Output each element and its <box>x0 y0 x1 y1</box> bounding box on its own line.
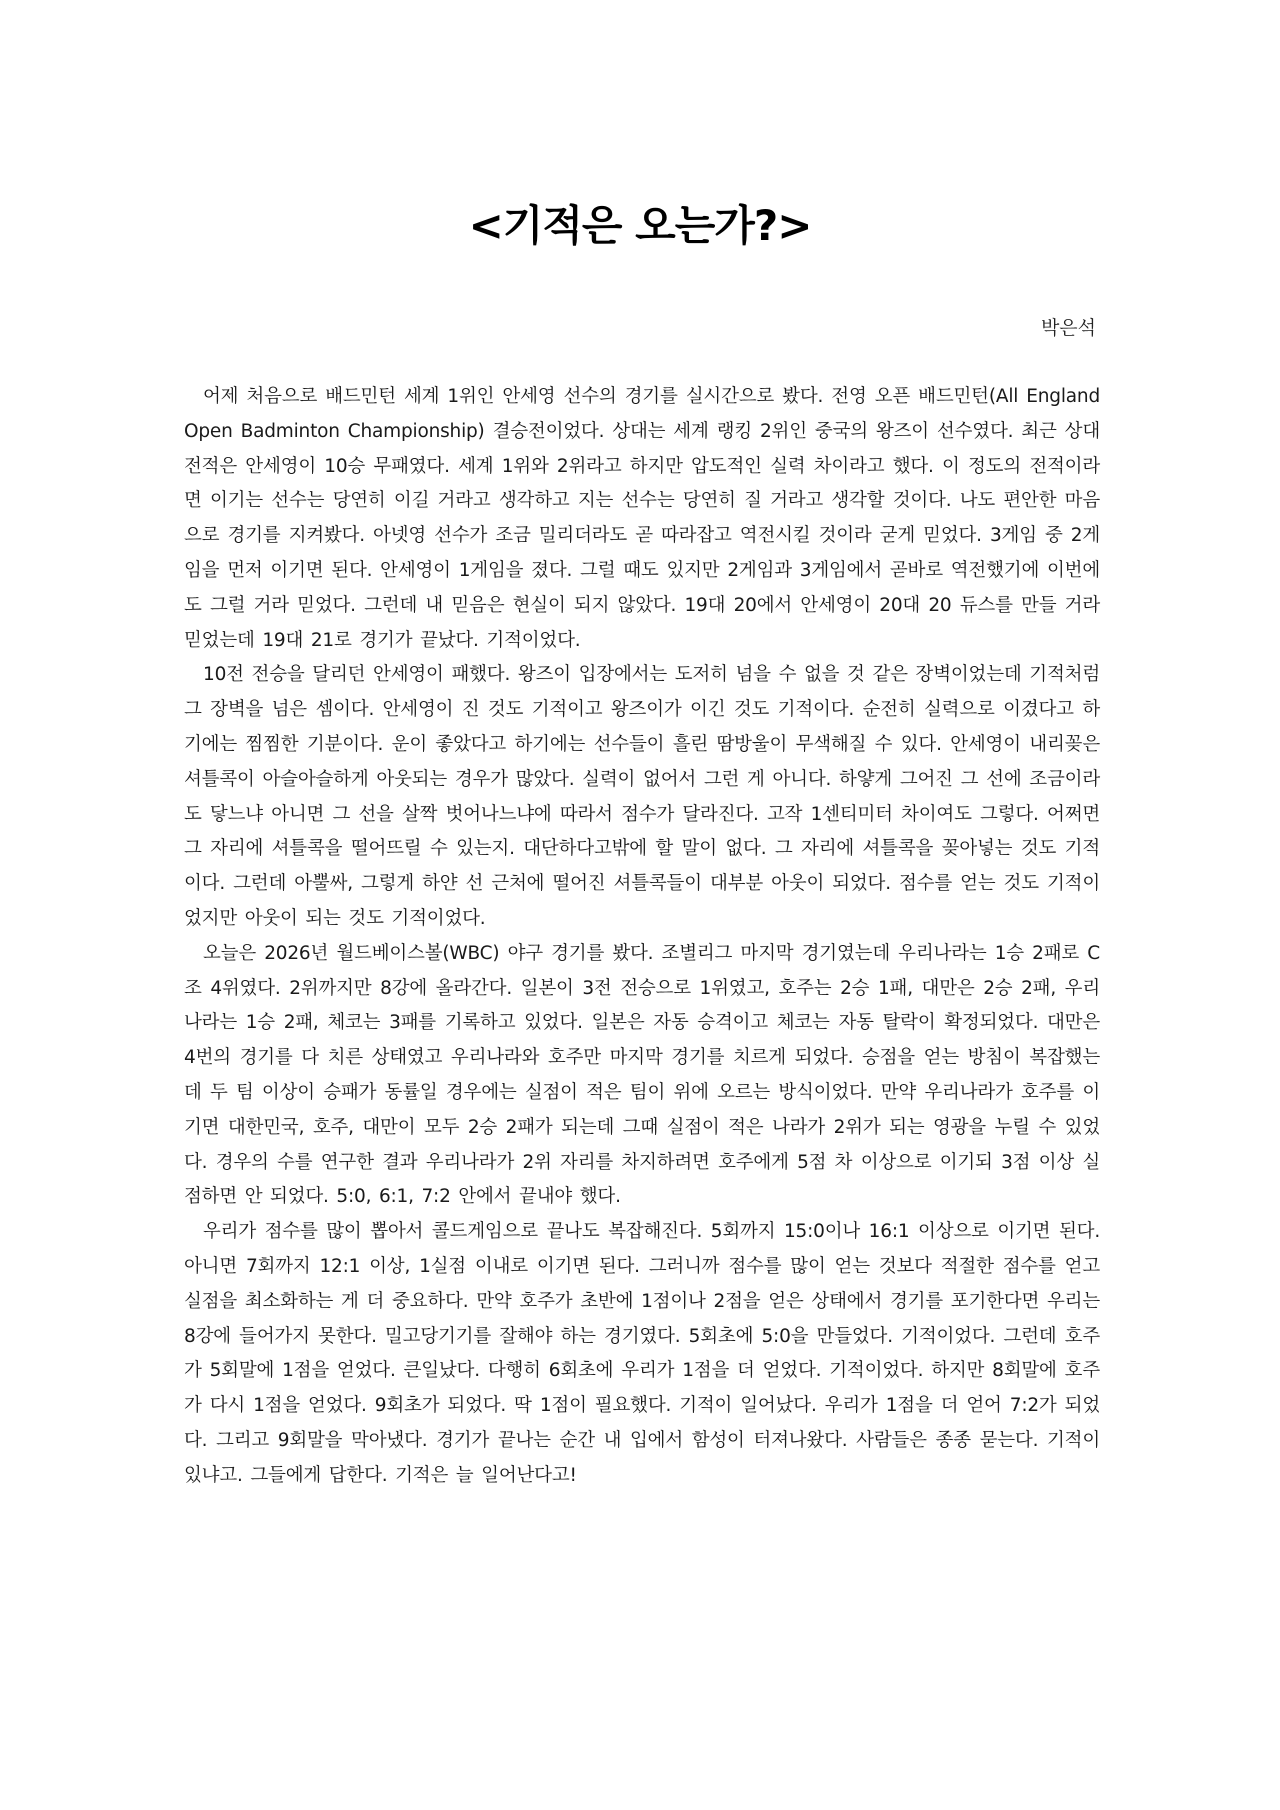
paragraph-3: 오늘은 2026년 월드베이스볼(WBC) 야구 경기를 봤다. 조별리그 마지막 경기였는데 우리나라는 1승 2패로 C조 4위였다. 2위까지만 8강에 올라간다. 일본이 3전 전승으로 1위였고, 호주는 2승 1패, 대만은 2승 2패, 우리나라는 1승 2패, 체코는 3패를 기록하고 있었다. 일본은 자동 승격이고 체코는 자동 탈락이 확정되었다. 대만은 4번의 경기를 다 치른 상태였고 우리나라와 호주만 마지막 경기를 치르게 되었다. 승점을 얻는 방침이 복잡했는데 두 팀 이상이 승패가 동률일 경우에는 실점이 적은 팀이 위에 오르는 방식이었다. 만약 우리나라가 호주를 이기면 대한민국, 호주, 대만이 모두 2승 2패가 되는데 그때 실점이 적은 나라가 2위가 되는 영광을 누릴 수 있었다. 경우의 수를 연구한 결과 우리나라가 2위 자리를 차지하려면 호주에게 5점 차 이상으로 이기되 3점 이상 실점하면 안 되었다. 5:0, 6:1, 7:2 안에서 끝내야 했다. <box>184 942 1100 1208</box>
document-title: <기적은 오는가?> <box>468 201 812 250</box>
author-name: 박은석 <box>1040 317 1096 339</box>
paragraph-4: 우리가 점수를 많이 뽑아서 콜드게임으로 끝나도 복잡해진다. 5회까지 15:0이나 16:1 이상으로 이기면 된다. 아니면 7회까지 12:1 이상, 1실점 이내로 이기면 된다. 그러니까 점수를 많이 얻는 것보다 적절한 점수를 얻고 실점을 최소화하는 게 더 중요하다. 만약 호주가 초반에 1점이나 2점을 얻은 상태에서 경기를 포기한다면 우리는 8강에 들어가지 못한다. 밀고당기기를 잘해야 하는 경기였다. 5회초에 5:0을 만들었다. 기적이었다. 그런데 호주가 5회말에 1점을 얻었다. 큰일났다. 다행히 6회초에 우리가 1점을 더 얻었다. 기적이었다. 하지만 8회말에 호주가 다시 1점을 얻었다. 9회초가 되었다. 딱 1점이 필요했다. 기적이 일어났다. 우리가 1점을 더 얻어 7:2가 되었다. 그리고 9회말을 막아냈다. 경기가 끝나는 순간 내 입에서 함성이 터져나왔다. 사람들은 종종 묻는다. 기적이 있냐고. 그들에게 답한다. 기적은 늘 일어난다고! <box>184 1221 1100 1486</box>
paragraph-1: 어제 처음으로 배드민턴 세계 1위인 안세영 선수의 경기를 실시간으로 봤다. 전영 오픈 배드민턴(All England Open Badminton Championship) 결승전이었다. 상대는 세계 랭킹 2위인 중국의 왕즈이 선수였다. 최근 상대 전적은 안세영이 10승 무패였다. 세계 1위와 2위라고 하지만 압도적인 실력 차이라고 했다. 이 정도의 전적이라면 이기는 선수는 당연히 이길 거라고 생각하고 지는 선수는 당연히 질 거라고 생각할 것이다. 나도 편안한 마음으로 경기를 지켜봤다. 아넷영 선수가 조금 밀리더라도 곧 따라잡고 역전시킬 것이라 굳게 믿었다. 3게임 중 2게임을 먼저 이기면 된다. 안세영이 1게임을 졌다. 그럴 때도 있지만 2게임과 3게임에서 곧바로 역전했기에 이번에도 그럴 거라 믿었다. 그런데 내 믿음은 현실이 되지 않았다. 19대 20에서 안세영이 20대 20 듀스를 만들 거라 믿었는데 19대 21로 경기가 끝났다. 기적이었다. <box>184 386 1100 651</box>
paragraph-2: 10전 전승을 달리던 안세영이 패했다. 왕즈이 입장에서는 도저히 넘을 수 없을 것 같은 장벽이었는데 기적처럼 그 장벽을 넘은 셈이다. 안세영이 진 것도 기적이고 왕즈이가 이긴 것도 기적이다. 순전히 실력으로 이겼다고 하기에는 찜찜한 기분이다. 운이 좋았다고 하기에는 선수들이 흘린 땀방울이 무색해질 수 있다. 안세영이 내리꽂은 셔틀콕이 아슬아슬하게 아웃되는 경우가 많았다. 실력이 없어서 그런 게 아니다. 하얗게 그어진 그 선에 조금이라도 닿느냐 아니면 그 선을 살짝 벗어나느냐에 따라서 점수가 달라진다. 고작 1센티미터 차이여도 그렇다. 어쩌면 그 자리에 셔틀콕을 떨어뜨릴 수 있는지. 대단하다고밖에 할 말이 없다. 그 자리에 셔틀콕을 꽂아넣는 것도 기적이다. 그런데 아뿔싸, 그렇게 하얀 선 근처에 떨어진 셔틀콕들이 대부분 아웃이 되었다. 점수를 얻는 것도 기적이었지만 아웃이 되는 것도 기적이었다. <box>184 664 1100 929</box>
document-body <box>184 380 1100 1494</box>
